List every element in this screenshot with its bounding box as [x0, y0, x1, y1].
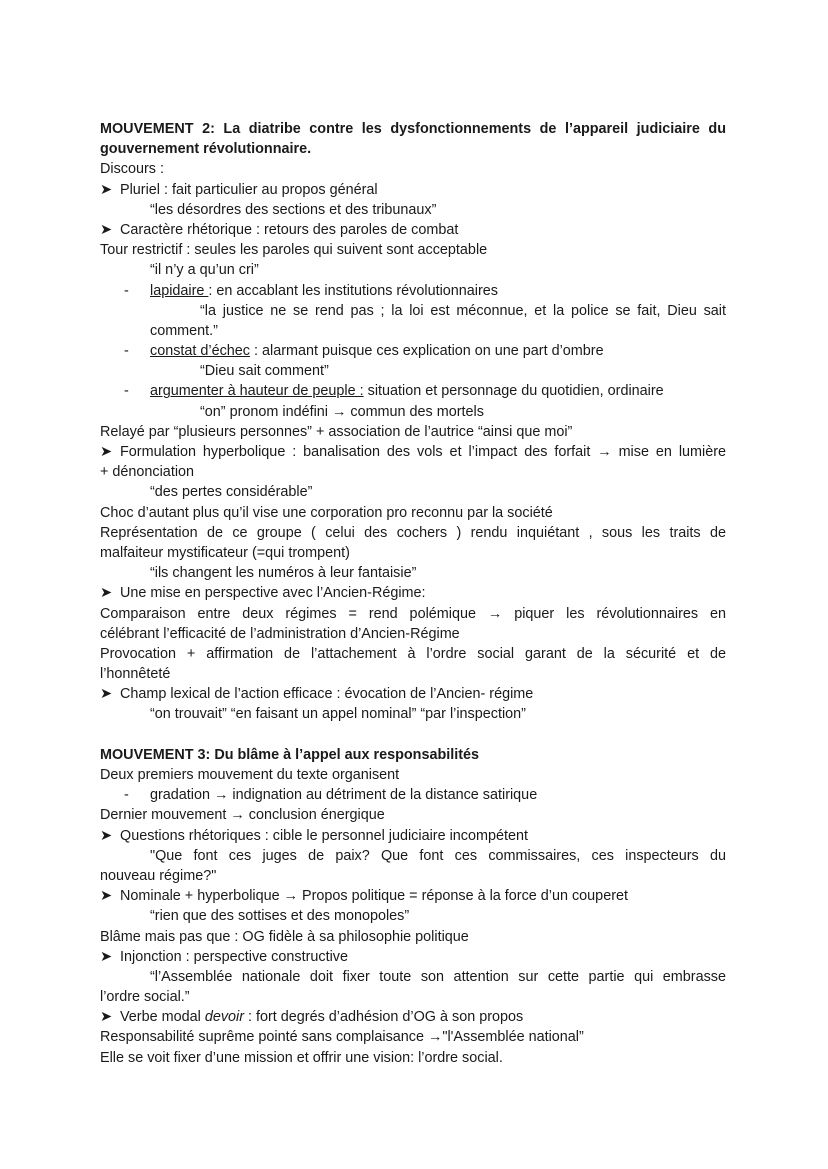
text-line-cont: malfaiteur mystificateur (=qui trompent): [100, 544, 350, 561]
bullet-arrow-icon: ➤: [100, 444, 113, 460]
quote-line: “Dieu sait comment”: [200, 363, 329, 380]
document-page: [100, 119, 726, 1068]
text-line: Deux premiers mouvement du texte organisent: [100, 767, 400, 783]
section-title-m3: MOUVEMENT 3: Du blâme à l’appel aux responsabilités: [100, 746, 480, 763]
dash-bullet-icon: -: [124, 282, 129, 299]
bullet-arrow-icon: ➤: [100, 827, 113, 844]
quote-line-cont: l’ordre social.”: [100, 989, 190, 1006]
dash-item: - lapidaire : en accablant les institutions révolutionnaires: [100, 281, 726, 301]
quote-line: “ils changent les numéros à leur fantaisie”: [150, 565, 417, 582]
text-line: Choc d’autant plus qu’il vise une corporation pro reconnu par la société: [100, 504, 553, 521]
dash-bullet-icon: -: [124, 343, 129, 360]
quote-line: “des pertes considérable”: [150, 484, 313, 501]
bullet-item: ➤ Une mise en perspective avec l’Ancien-Régime:: [100, 583, 726, 603]
text-line-cont: l’honnêteté: [100, 666, 171, 683]
quote-line-cont: comment.”: [150, 322, 218, 339]
text-line: Représentation de ce groupe ( celui des cochers ) rendu inquiétant , sous les traits de: [100, 524, 726, 541]
bullet-arrow-icon: ➤: [100, 888, 113, 905]
text-line: Blâme mais pas que : OG fidèle à sa philosophie politique: [100, 928, 469, 945]
bullet-arrow-icon: ➤: [100, 1009, 113, 1026]
quote-line-cont: nouveau régime?": [100, 867, 217, 884]
quote-line: “les désordres des sections et des tribunaux”: [150, 201, 437, 218]
bullet-arrow-icon: ➤: [100, 948, 113, 965]
text-line-cont: célébrant l’efficacité de l’administration d’Ancien-Régime: [100, 625, 460, 642]
bullet-item-cont: + dénonciation: [100, 464, 195, 481]
quote-line: “rien que des sottises et des monopoles”: [150, 908, 410, 925]
quote-line: “l’Assemblée nationale doit fixer toute son attention sur cette partie qui embrasse: [150, 968, 726, 985]
section-title-m2: MOUVEMENT 2: La diatribe contre les dysfonctionnements de l’appareil judiciaire du: [100, 121, 726, 137]
text-line: Dernier mouvement → conclusion énergique: [100, 807, 385, 824]
bullet-arrow-icon: ➤: [100, 221, 113, 238]
dash-item: - constat d’échec : alarmant puisque ces explication on une part d’ombre: [100, 341, 726, 361]
dash-bullet-icon: -: [124, 383, 129, 400]
bullet-item: ➤ Questions rhétoriques : cible le personnel judiciaire incompétent: [100, 826, 726, 846]
bullet-item: ➤ Champ lexical de l’action efficace : évocation de l’Ancien- régime: [100, 684, 726, 704]
bullet-item: ➤ Injonction : perspective constructive: [100, 947, 726, 967]
bullet-arrow-icon: ➤: [100, 686, 113, 703]
dash-item: - gradation → indignation au détriment de la distance satirique: [100, 785, 726, 805]
text-line: Provocation + affirmation de l’attachement à l’ordre social garant de la sécurité et de: [100, 645, 726, 662]
bullet-item: ➤ Formulation hyperbolique : banalisation des vols et l’impact des forfait → mise en lumière: [100, 442, 726, 462]
bullet-arrow-icon: ➤: [100, 585, 113, 602]
spacer: [100, 725, 726, 745]
bullet-item: ➤ Caractère rhétorique : retours des paroles de combat: [100, 220, 726, 240]
text-line: Responsabilité suprême pointé sans complaisance →"l'Assemblée national”: [100, 1029, 584, 1046]
quote-line: “on trouvait” “en faisant un appel nominal” “par l’inspection”: [150, 706, 526, 723]
text-line: Discours :: [100, 161, 164, 178]
bullet-item: ➤ Pluriel : fait particulier au propos général: [100, 180, 726, 200]
quote-line: “il n’y a qu’un cri”: [150, 262, 259, 279]
bullet-item: ➤ Nominale + hyperbolique → Propos politique = réponse à la force d’un couperet: [100, 886, 726, 906]
section-title-m2-cont: gouvernement révolutionnaire.: [100, 141, 312, 158]
bullet-arrow-icon: ➤: [100, 181, 113, 198]
text-line: Tour restrictif : seules les paroles qui suivent sont acceptable: [100, 242, 488, 259]
quote-line: “la justice ne se rend pas ; la loi est méconnue, et la police se fait, Dieu sait: [200, 302, 726, 319]
dash-bullet-icon: -: [124, 787, 129, 804]
text-line: Relayé par “plusieurs personnes” + association de l’autrice “ainsi que moi”: [100, 423, 573, 440]
quote-line: “on” pronom indéfini → commun des mortels: [200, 403, 484, 420]
dash-item: - argumenter à hauteur de peuple : situation et personnage du quotidien, ordinaire: [100, 381, 726, 401]
bullet-item: ➤ Verbe modal devoir : fort degrés d’adhésion d’OG à son propos: [100, 1007, 726, 1027]
text-line: Elle se voit fixer d’une mission et offrir une vision: l’ordre social.: [100, 1049, 503, 1066]
text-line: Comparaison entre deux régimes = rend polémique → piquer les révolutionnaires en: [100, 605, 726, 622]
quote-line: "Que font ces juges de paix? Que font ces commissaires, ces inspecteurs du: [150, 847, 726, 864]
